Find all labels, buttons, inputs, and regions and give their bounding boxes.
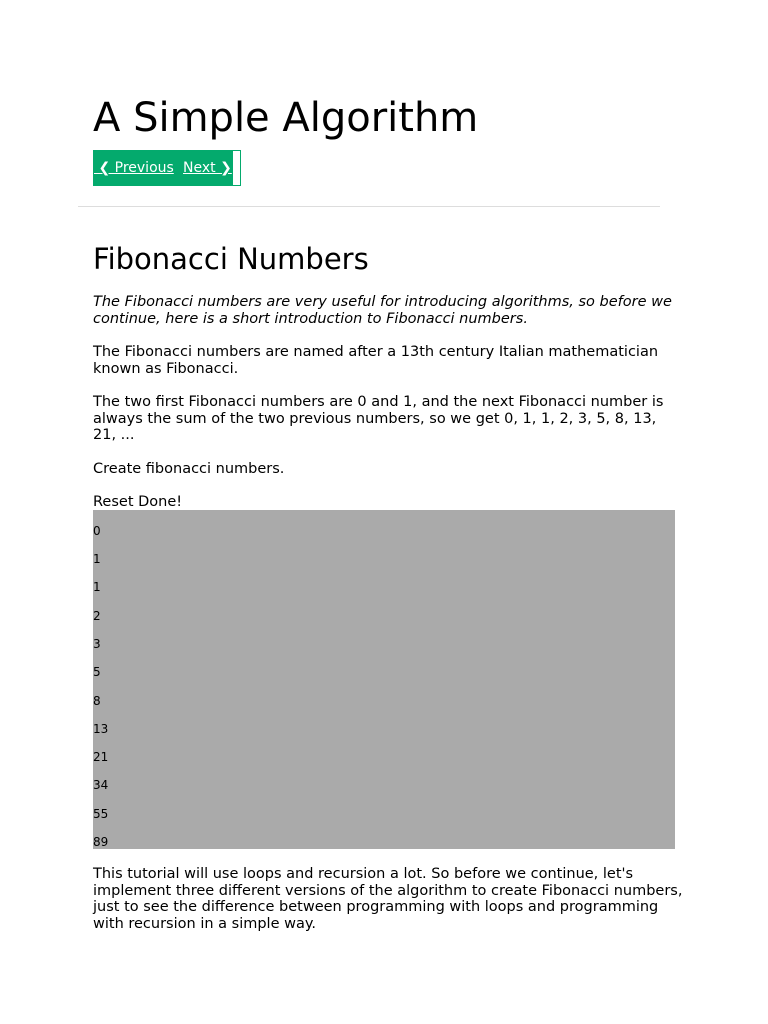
fibonacci-number: 55 <box>93 807 109 821</box>
reset-button[interactable]: Reset <box>93 494 134 510</box>
fibonacci-number: 3 <box>93 637 101 651</box>
paragraph-fibonacci-origin: The Fibonacci numbers are named after a 13th century Italian mathematician known as Fibonacci. <box>93 344 659 377</box>
page-title: A Simple Algorithm <box>93 95 479 141</box>
control-row <box>93 494 182 511</box>
fibonacci-number: 13 <box>93 722 109 736</box>
paragraph-create-prompt: Create fibonacci numbers. <box>93 461 285 477</box>
fibonacci-number: 89 <box>93 835 109 849</box>
section-title: Fibonacci Numbers <box>93 242 369 276</box>
fibonacci-number: 2 <box>93 609 101 623</box>
pagination-nav <box>93 150 241 186</box>
previous-link[interactable]: ❮ Previous <box>94 160 174 176</box>
fibonacci-number: 21 <box>93 750 109 764</box>
fibonacci-number: 1 <box>93 552 101 566</box>
fibonacci-number: 1 <box>93 580 101 594</box>
fibonacci-number: 0 <box>93 524 101 538</box>
paragraph-fibonacci-definition: The two first Fibonacci numbers are 0 and 1, and the next Fibonacci number is always the sum of the two previous numbers, so we get 0, 1, 1, 2, 3, 5, 8, 13, 21, ... <box>93 394 664 443</box>
paragraph-loops-recursion: This tutorial will use loops and recursion a lot. So before we continue, let's implement three different versions of the algorithm to create Fibonacci numbers, just to see the difference between programming with loops and programming with recursion in a simple way. <box>93 866 683 932</box>
fibonacci-number: 5 <box>93 665 101 679</box>
fibonacci-number: 8 <box>93 694 101 708</box>
status-text: Done! <box>138 494 183 510</box>
next-link[interactable]: Next ❯ <box>183 160 232 176</box>
divider <box>78 206 660 207</box>
fibonacci-number: 34 <box>93 778 109 792</box>
intro-paragraph: The Fibonacci numbers are very useful for introducing algorithms, so before we continue, here is a short introduction to Fibonacci numbers. <box>93 294 672 327</box>
fibonacci-output <box>93 510 675 849</box>
